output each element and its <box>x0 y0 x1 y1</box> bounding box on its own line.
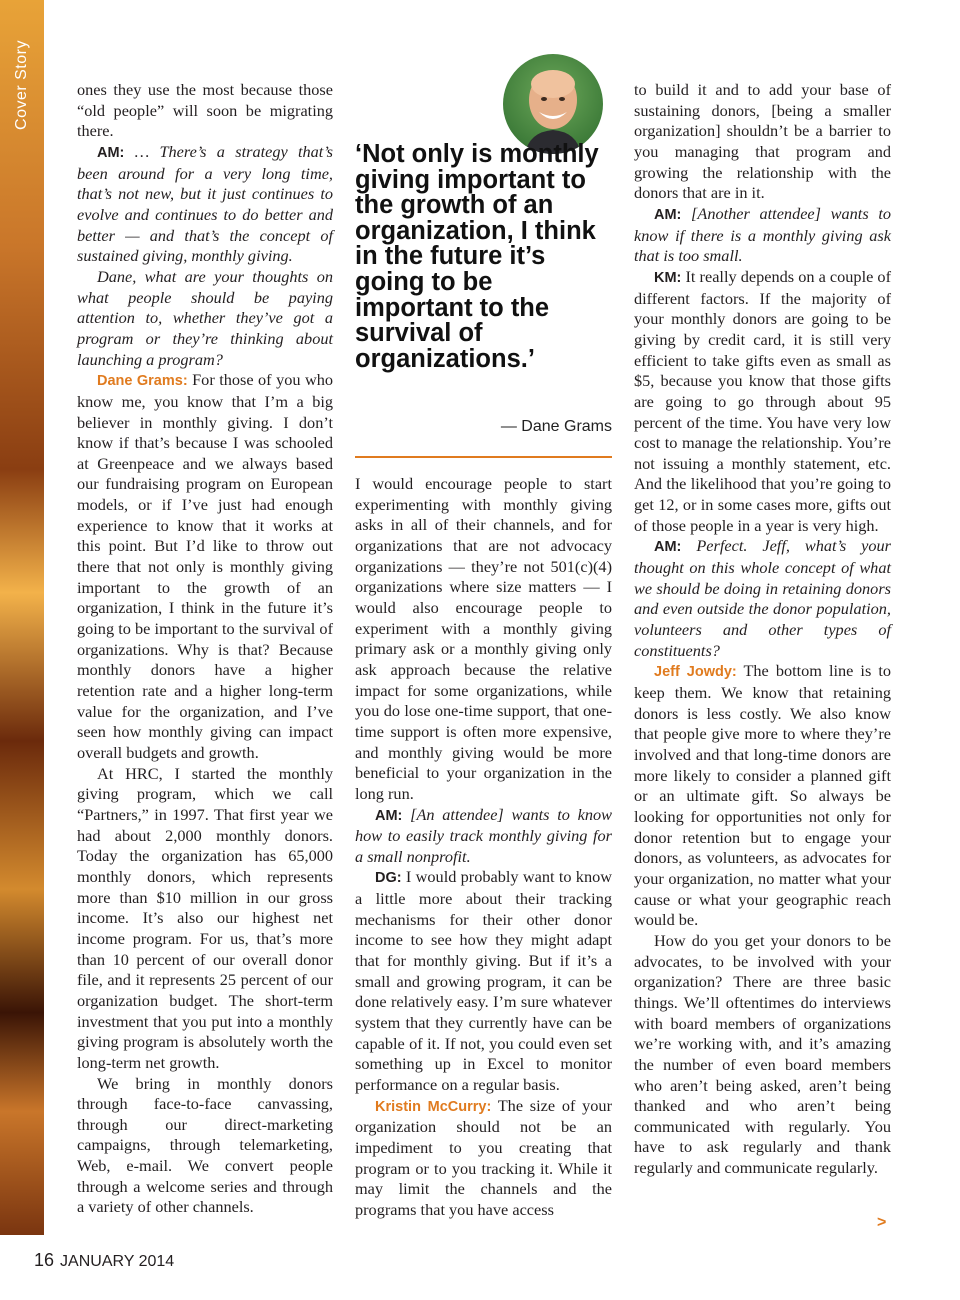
paragraph: I would encourage people to start experimenting with monthly giving asks in all of their channels, and for organizations that are not advocacy organizations — they’re not 501(c)(4) organizations where size matters — I would also encourage people to experiment with a monthly giving primary ask or a monthly giving only ask approach because the relative impact for some organizations, while you do lose one-time support, that one-time support is often more expensive, and monthly giving would be more beneficial to your organization in the long run. <box>355 474 612 803</box>
paragraph: AM: Perfect. Jeff, what’s your thought on this whole concept of what we should be doing in retaining donors and even outside the donor population, volunteers and other types of constituents? <box>634 536 891 660</box>
speaker-label: AM: <box>654 539 682 556</box>
page-footer <box>34 1250 174 1271</box>
speaker-label: AM: <box>375 807 403 824</box>
pull-quote: ‘Not only is monthly giving important to the growth of an organization, I think in the future it’s going to be important to the survival of organizations.’ <box>355 140 599 373</box>
paragraph: AM: … There’s a strategy that’s been around for a very long time, that’s not new, but it just continues to evolve and continues to do better and better — and that’s the concept of sustained giving, monthly giving. <box>77 141 333 266</box>
speaker-label: KM: <box>654 269 682 286</box>
paragraph: DG: I would probably want to know a little more about their tracking mechanisms for their other donor income to see how they might adapt that for monthly giving. But if it’s a small and growing program, it can be done relatively easy. I’m sure whatever system that they currently have can be capable of it. If not, you could even set something up in Excel to monitor performance on a regular basis. <box>355 867 612 1095</box>
article-column-1 <box>77 80 333 1218</box>
paragraph: to build it and to add your base of sustaining donors, [being a smaller organization] shouldn’t be a barrier to you managing that program and growing the relationship with the donors that are in it. <box>634 80 891 203</box>
speaker-label: AM: <box>654 206 682 223</box>
page-number: 16 <box>34 1250 55 1270</box>
speaker-label: Jeff Jowdy: <box>654 664 737 681</box>
paragraph: ones they use the most because those “old people” will soon be migrating there. <box>77 80 333 141</box>
continue-arrow-icon: > <box>877 1214 887 1231</box>
paragraph: Kristin McCurry: The size of your organization should not be an impediment to you creating that program or to you tracking it. While it may limit the channels and the programs that you have access <box>355 1095 612 1219</box>
paragraph: Dane Grams: For those of you who know me, you know that I’m a big believer in monthly giving. I don’t know if that’s because I was schooled at Greenpeace and we always based our fundraising program on European models, or if I’ve just had enough experience to know that it works at this point. But I’d like to throw out there that not only is monthly giving important to the growth of an organization, I think in the future it’s going to be important to the survival of organizations. Why is that? Because monthly donors have a higher retention rate and a higher long-term value for the organization, and I’ve seen how monthly giving can impact overall budgets and growth. <box>77 370 333 762</box>
pull-quote-attribution: — Dane Grams <box>500 418 612 435</box>
speaker-label: AM: <box>97 144 125 161</box>
paragraph: Dane, what are your thoughts on what people should be paying attention to, whether they’ve got a program or they’re thinking about launching a program? <box>77 266 333 369</box>
paragraph: We bring in monthly donors through face-to-face canvassing, through our direct-marketing campaigns, through telemarketing, Web, e-mail. We convert people through a welcome series and through a variety of other channels. <box>77 1073 333 1217</box>
paragraph: How do you get your donors to be advocates, to be involved with your organization? There are three basic things. We’ll oftentimes do interviews with board members of organizations we’re working with, and it’s amazing the number of even board members who aren’t being asked, aren’t being thanked and who aren’t being communicated with regularly. You have to ask regularly and thank regularly and communicate regularly. <box>634 930 891 1178</box>
paragraph: AM: [Another attendee] wants to know if there is a monthly giving ask that is too small. <box>634 203 891 266</box>
paragraph: KM: It really depends on a couple of different factors. If the majority of your monthly donors are going to be giving by credit card, it is still very efficient to take gifts even as small as $5, because you know that those gifts are going to go through about 95 percent of the time. You have very low cost to manage the relationship. You’re not issuing a monthly statement, etc. And the likelihood that you’re going to get 12, or in some cases more, gifts out of those people in a year is very high. <box>634 266 891 535</box>
paragraph: At HRC, I started the monthly giving program, which we call “Partners,” in 1997. That first year we had about 2,000 monthly donors. Today the organization has 65,000 monthly donors, which represents more than $10 million in our gross income. It’s also our highest net income program. For us, that’s more than 10 percent of our overall donor file, and it represents 25 percent of our organization budget. The short-term investment that you put into a monthly giving program is absolutely worth the long-term net growth. <box>77 763 333 1072</box>
paragraph: AM: [An attendee] wants to know how to easily track monthly giving for a small nonprofit. <box>355 804 612 866</box>
decorative-side-band <box>0 0 44 1235</box>
issue-date: JANUARY 2014 <box>60 1253 175 1270</box>
article-column-2 <box>355 474 612 1221</box>
speaker-label: DG: <box>375 870 402 887</box>
speaker-headshot <box>503 54 603 154</box>
section-label: Cover Story <box>13 40 30 130</box>
divider <box>355 456 612 458</box>
speaker-label: Kristin McCurry: <box>375 1098 492 1115</box>
paragraph: Jeff Jowdy: The bottom line is to keep them. We know that retaining donors is less costly. We also know that people give more to where they’re involved and that long-time donors are more likely to consider a planned gift or an ultimate gift. So always be looking for opportunities not only for donor retention but to engage your donors, as volunteers, as advocates for your organization, no matter what your cause or what your geographic reach would be. <box>634 661 891 930</box>
speaker-label: Dane Grams: <box>97 373 188 390</box>
headshot-illustration <box>503 54 603 154</box>
article-column-3 <box>634 80 891 1179</box>
